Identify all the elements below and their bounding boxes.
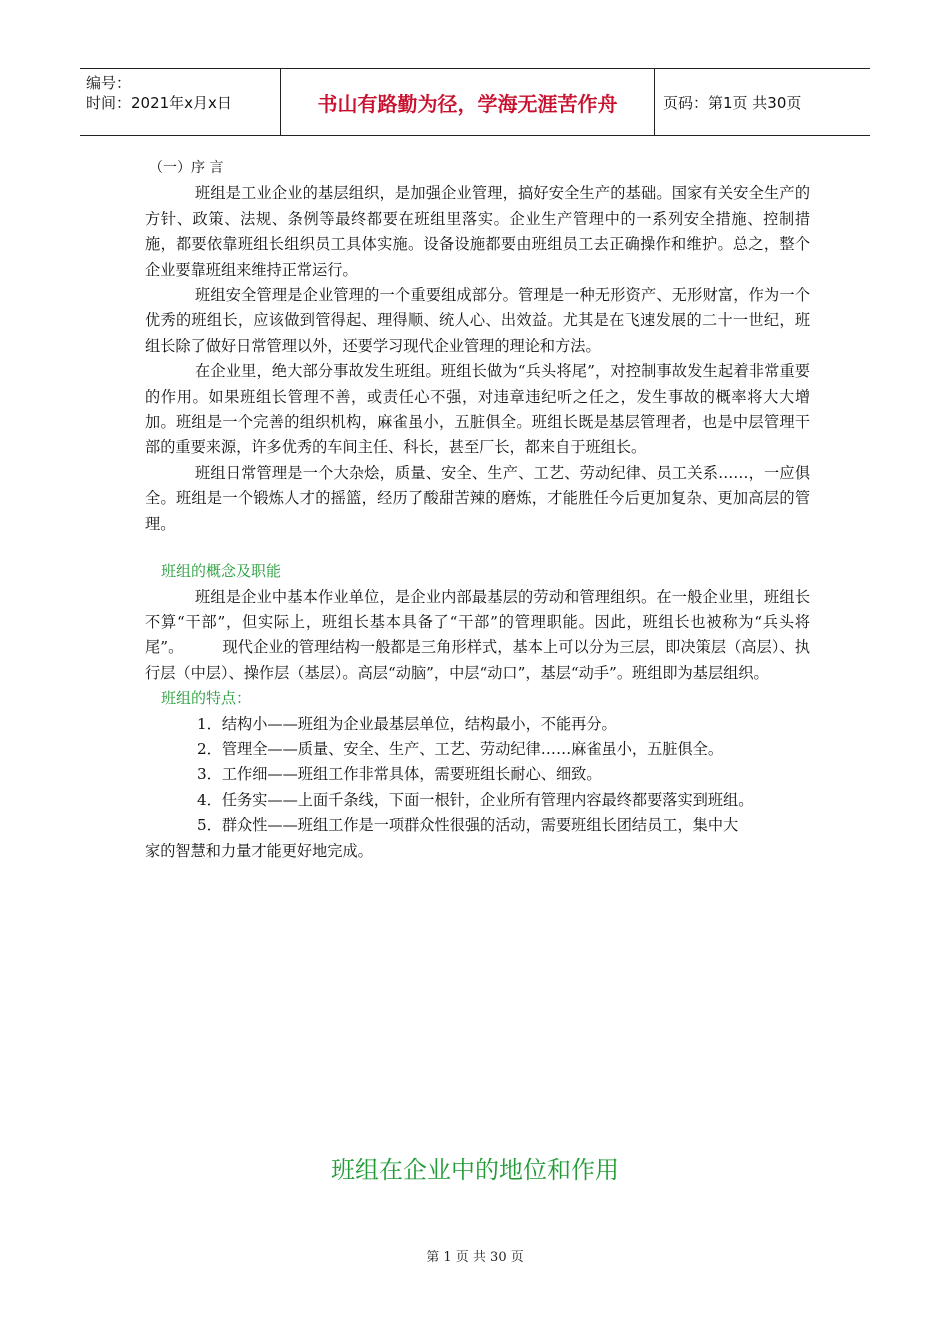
document-header	[80, 68, 870, 136]
feature-item: 2．管理全——质量、安全、生产、工艺、劳动纪律……麻雀虽小，五脏俱全。	[197, 739, 724, 758]
motto-text: 书山有路勤为径，学海无涯苦作舟	[317, 91, 618, 116]
concept-paragraph: 班组是企业中基本作业单位，是企业内部最基层的劳动和管理组织。在一般企业里，班组长不算“干部”，但实际上，班组长基本具备了“干部”的管理职能。因此，班组长也被称为“兵头将尾”。 现代企业的管理结构一般都是三角形样式，基本上可以分为三层，即决策层（高层）、执行层（中层）、操作层（基层）。高层“动脑”，中层“动口”，基层“动手”。班组即为基层组织。	[145, 587, 810, 682]
header-meta	[80, 69, 281, 135]
feature-item: 5．群众性——班组工作是一项群众性很强的活动，需要班组长团结员工，集中大	[197, 816, 739, 835]
page-footer: 第 1 页 共 30 页	[426, 1250, 524, 1265]
feature-item-continuation: 家的智慧和力量才能更好地完成。	[145, 841, 373, 860]
header-motto-cell	[281, 69, 655, 135]
features-title: 班组的特点：	[161, 689, 252, 708]
section-title: 班组在企业中的地位和作用	[331, 1156, 619, 1184]
intro-paragraph: 班组是工业企业的基层组织，是加强企业管理，搞好安全生产的基础。国家有关安全生产的方针、政策、法规、条例等最终都要在班组里落实。企业生产管理中的一系列安全措施、控制措施，都要依靠班组长组织员工具体实施。设备设施都要由班组员工去正确操作和维护。总之，整个企业要靠班组来维持正常运行。	[145, 184, 810, 279]
header-page-cell	[655, 69, 870, 135]
feature-item: 1．结构小——班组为企业最基层单位，结构最小，不能再分。	[197, 714, 617, 733]
feature-item: 4．任务实——上面千条线，下面一根针，企业所有管理内容最终都要落实到班组。	[197, 790, 754, 809]
page-label: 页码：第1页 共30页	[663, 93, 802, 112]
intro-paragraph: 班组安全管理是企业管理的一个重要组成部分。管理是一种无形资产、无形财富，作为一个优秀的班组长，应该做到管得起、理得顺、统人心、出效益。尤其是在飞速发展的二十一世纪，班组长除了做好日常管理以外，还要学习现代企业管理的理论和方法。	[145, 286, 810, 355]
number-label: 编号：	[86, 74, 132, 92]
concept-title: 班组的概念及职能	[161, 562, 282, 581]
time-label: 时间：2021年x月x日	[86, 94, 232, 112]
feature-item: 3．工作细——班组工作非常具体，需要班组长耐心、细致。	[197, 765, 602, 784]
document-body	[145, 156, 810, 864]
intro-paragraph: 在企业里，绝大部分事故发生班组。班组长做为“兵头将尾”，对控制事故发生起着非常重要的作用。如果班组长管理不善，或责任心不强，对违章违纪听之任之，发生事故的概率将大大增加。班组是一个完善的组织机构，麻雀虽小，五脏俱全。班组长既是基层管理者，也是中层管理干部的重要来源，许多优秀的车间主任、科长，甚至厂长，都来自于班组长。	[145, 362, 810, 457]
intro-title: （一）序 言	[149, 160, 224, 176]
intro-paragraph: 班组日常管理是一个大杂烩，质量、安全、生产、工艺、劳动纪律、员工关系……，一应俱全。班组是一个锻炼人才的摇篮，经历了酸甜苦辣的磨炼，才能胜任今后更加复杂、更加高层的管理。	[145, 463, 810, 533]
